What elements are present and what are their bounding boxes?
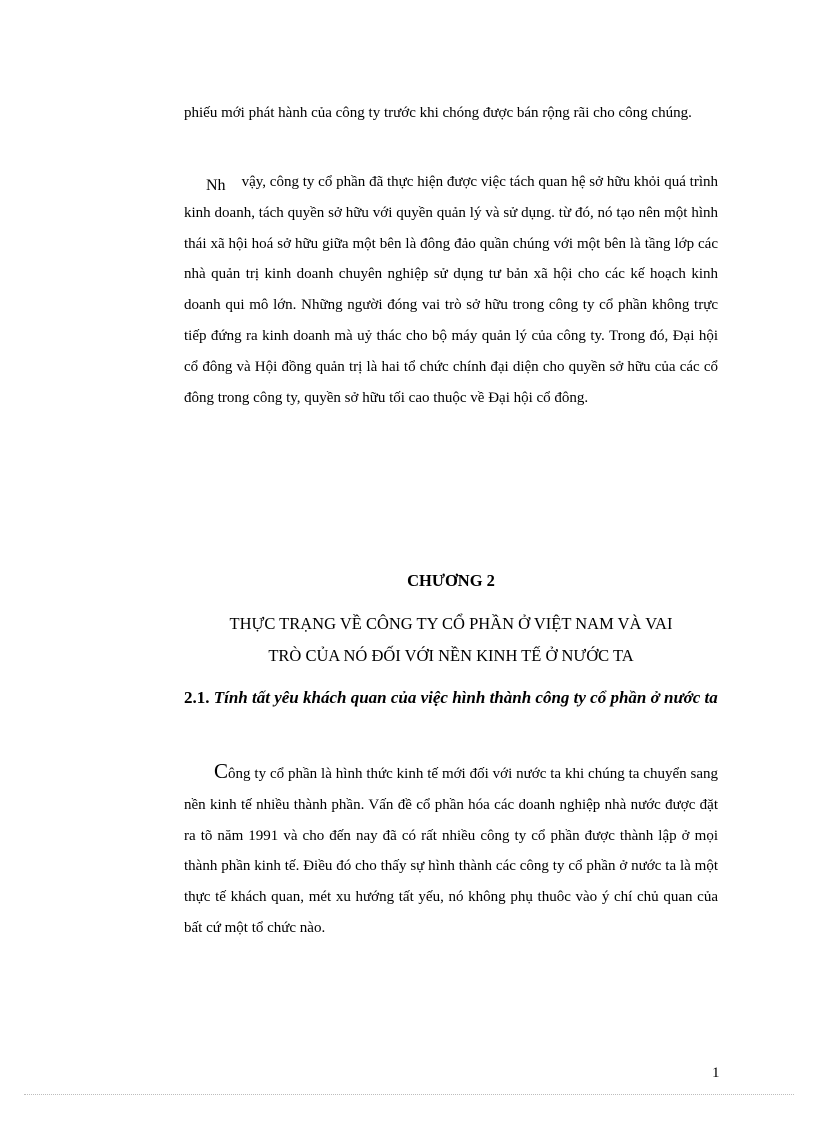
page-number: 1	[712, 1065, 720, 1081]
section-title: Tính tất yêu khách quan của việc hình thành công ty cổ phần ở nước ta	[213, 688, 718, 707]
chapter-title	[184, 608, 718, 672]
page-bottom-divider	[24, 1094, 794, 1095]
paragraph-2-lead: Nh	[206, 177, 226, 194]
paragraph-3-drop-letter: C	[214, 759, 229, 783]
paragraph-1-text: phiếu mới phát hành của công ty trước khi chóng được bán rộng rãi cho công chúng.	[184, 105, 692, 121]
paragraph-objective-necessity	[184, 756, 718, 944]
paragraph-separation-of-ownership	[184, 167, 718, 413]
paragraph-3-text: ông ty cổ phần là hình thức kinh tế mới đối với nước ta khi chúng ta chuyển sang nền kinh tế nhiều thành phần. Vấn đề cổ phần hóa các doanh nghiệp nhà nước được đặt ra tõ năm 1991 và cho đến nay đã có rất nhiều công ty cổ phần được thành lập ở mọi thành phần kinh tế. Điều đó cho thấy sự hình thành các công ty cổ phần ở nước ta là một thực tế khách quan, mét xu hướng tất yếu, nó không phụ thuôc vào ý chí chủ quan của bất cứ một tổ chức nào.	[184, 766, 718, 936]
section-number: 2.1.	[184, 688, 210, 707]
paragraph-continuation	[184, 98, 718, 129]
section-heading	[184, 682, 718, 714]
paragraph-2-text: vậy, công ty cổ phần đã thực hiện được việc tách quan hệ sở hữu khỏi quá trình kinh doanh, tách quyền sở hữu với quyền quản lý và sử dụng. từ đó, nó tạo nên một hình thái xã hội hoá sở hữu giữa một bên là đông đảo quần chúng với một bên là tầng lớp các nhà quản trị kinh doanh chuyên nghiệp sử dụng tư bản xã hội cho các kế hoạch kinh doanh qui mô lớn. Những người đóng vai trò sở hữu trong công ty cổ phần không trực tiếp đứng ra kinh doanh mà uỷ thác cho bộ máy quản lý của công ty. Trong đó, Đại hội cổ đông và Hội đồng quản trị là hai tổ chức chính đại diện cho quyền sở hữu của các cổ đông trong công ty, quyền sở hữu tối cao thuộc về Đại hội cổ đông.	[184, 174, 718, 406]
chapter-title-line-2: TRÒ CỦA NÓ ĐỐI VỚI NỀN KINH TẾ Ở NƯỚC TA	[268, 646, 634, 665]
chapter-title-line-1: THỰC TRẠNG VỀ CÔNG TY CỔ PHẦN Ở VIỆT NAM VÀ VAI	[229, 614, 673, 633]
chapter-label: CHƯƠNG 2	[407, 571, 495, 590]
